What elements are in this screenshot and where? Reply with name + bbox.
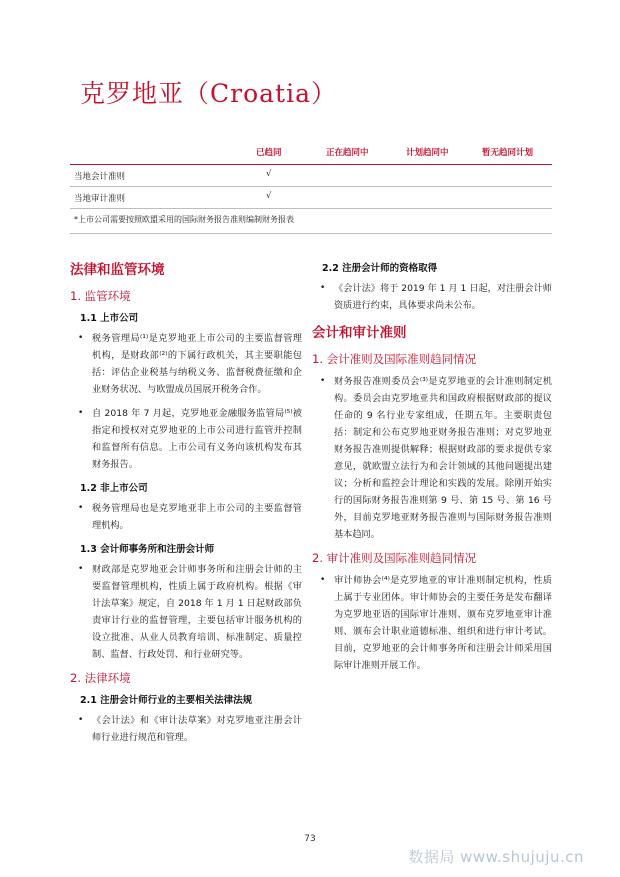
bullet-paragraph: • 审计师协会⁽⁴⁾是克罗地亚的审计准则制定机构，性质上属于专业团体。审计师协会的主要任务是发布翻译为克罗地亚语的国际审计准则、颁布克罗地亚审计准则、颁布会计职业道德标准、组织和进行审计考试。目前，克罗地亚的会计师事务所和注册会计师采用国际审计准则开展工作。 xyxy=(312,572,552,674)
watermark: 数据局 www.shujuju.cn xyxy=(408,848,584,866)
heading-qualification: 2.2 注册会计师的资格取得 xyxy=(322,263,438,274)
row-label: 当地审计准则 xyxy=(74,194,126,204)
heading-laws: 2.1 注册会计师行业的主要相关法律法规 xyxy=(80,695,253,706)
check-mark: √ xyxy=(266,169,272,179)
bullet-paragraph: • 财务报告准则委员会⁽³⁾是克罗地亚的会计准则制定机构。委员会由克罗地亚共和国政府根据财政部的提议任命的 9 名行业专家组成，任期五年。主要职责包括：制定和公布克罗地亚财务报告准则；对克罗地亚财务报告准则提供解释；根据财政部的要求提供专家意见，就欧盟立法行为和会计领域的其他问题提出建议；分析和监控会计理论和实践的发展。除刚开始实行的国际财务报告准则第 9 号、第 15 号、第 16 号外，目前克罗地亚财务报告准则与国际财务报告准则基本趋同。 xyxy=(312,373,552,543)
heading-firms: 1.3 会计师事务所和注册会计师 xyxy=(80,544,215,555)
table-row xyxy=(70,165,552,187)
table-row xyxy=(70,187,552,209)
bullet-paragraph: • 自 2018 年 7 月起，克罗地亚金融服务监管局⁽⁵⁾被指定和授权对克罗地亚的上市公司进行监管并控制和监督所有信息。上市公司有义务向该机构发布其财务报告。 xyxy=(70,405,302,473)
subsection-regulatory: 1. 监管环境 xyxy=(70,289,131,303)
subsection-auditing: 2. 审计准则及国际准则趋同情况 xyxy=(312,551,477,565)
bullet-paragraph: • 财政部是克罗地亚会计师事务所和注册会计师的主要监督管理机构，性质上属于政府机构。根据《审计法草案》规定，自 2018 年 1 月 1 日起财政部负责审计行业的监督管理，主要包括审计服务机构的设立批准、从业人员教育培训、标准制定、质量控制、监督、行政处罚、和行业研究等。 xyxy=(70,561,302,663)
bullet-paragraph: • 税务管理局⁽¹⁾是克罗地亚上市公司的主要监督管理机构，是财政部⁽²⁾的下属行政机关，其主要职能包括：评估企业税基与纳税义务、监督税费征缴和企业财务状况、与欧盟成员国展开税务合作。 xyxy=(70,330,302,398)
col-converged: 已趋同 xyxy=(256,148,282,158)
subsection-accounting: 1. 会计准则及国际准则趋同情况 xyxy=(312,352,477,366)
table-note: *上市公司需要按照欧盟采用的国际财务报告准则编制财务报表 xyxy=(70,209,552,234)
row-label: 当地会计准则 xyxy=(74,172,126,182)
section-title-legal: 法律和监管环境 xyxy=(70,262,165,278)
right-column xyxy=(312,260,552,681)
left-column xyxy=(70,258,302,753)
section-title-standards: 会计和审计准则 xyxy=(312,325,407,341)
bullet-paragraph: • 《会计法》和《审计法草案》对克罗地亚注册会计师行业进行规范和管理。 xyxy=(70,712,302,746)
subsection-legal: 2. 法律环境 xyxy=(70,671,131,685)
check-mark: √ xyxy=(266,191,272,201)
col-converging: 正在趋同中 xyxy=(326,148,369,158)
heading-unlisted: 1.2 非上市公司 xyxy=(80,483,148,494)
page-title: 克罗地亚（Croatia） xyxy=(80,79,337,108)
col-no-plan: 暂无趋同计划 xyxy=(482,148,534,158)
convergence-table xyxy=(70,142,552,234)
bullet-paragraph: • 《会计法》将于 2019 年 1 月 1 日起，对注册会计师资质进行约束，具体要求尚未公布。 xyxy=(312,280,552,314)
bullet-paragraph: • 税务管理局也是克罗地亚非上市公司的主要监督管理机构。 xyxy=(70,500,302,534)
page-number: 73 xyxy=(304,834,316,844)
col-planned: 计划趋同中 xyxy=(406,148,449,158)
heading-listed: 1.1 上市公司 xyxy=(80,313,139,324)
table-header xyxy=(70,142,552,165)
